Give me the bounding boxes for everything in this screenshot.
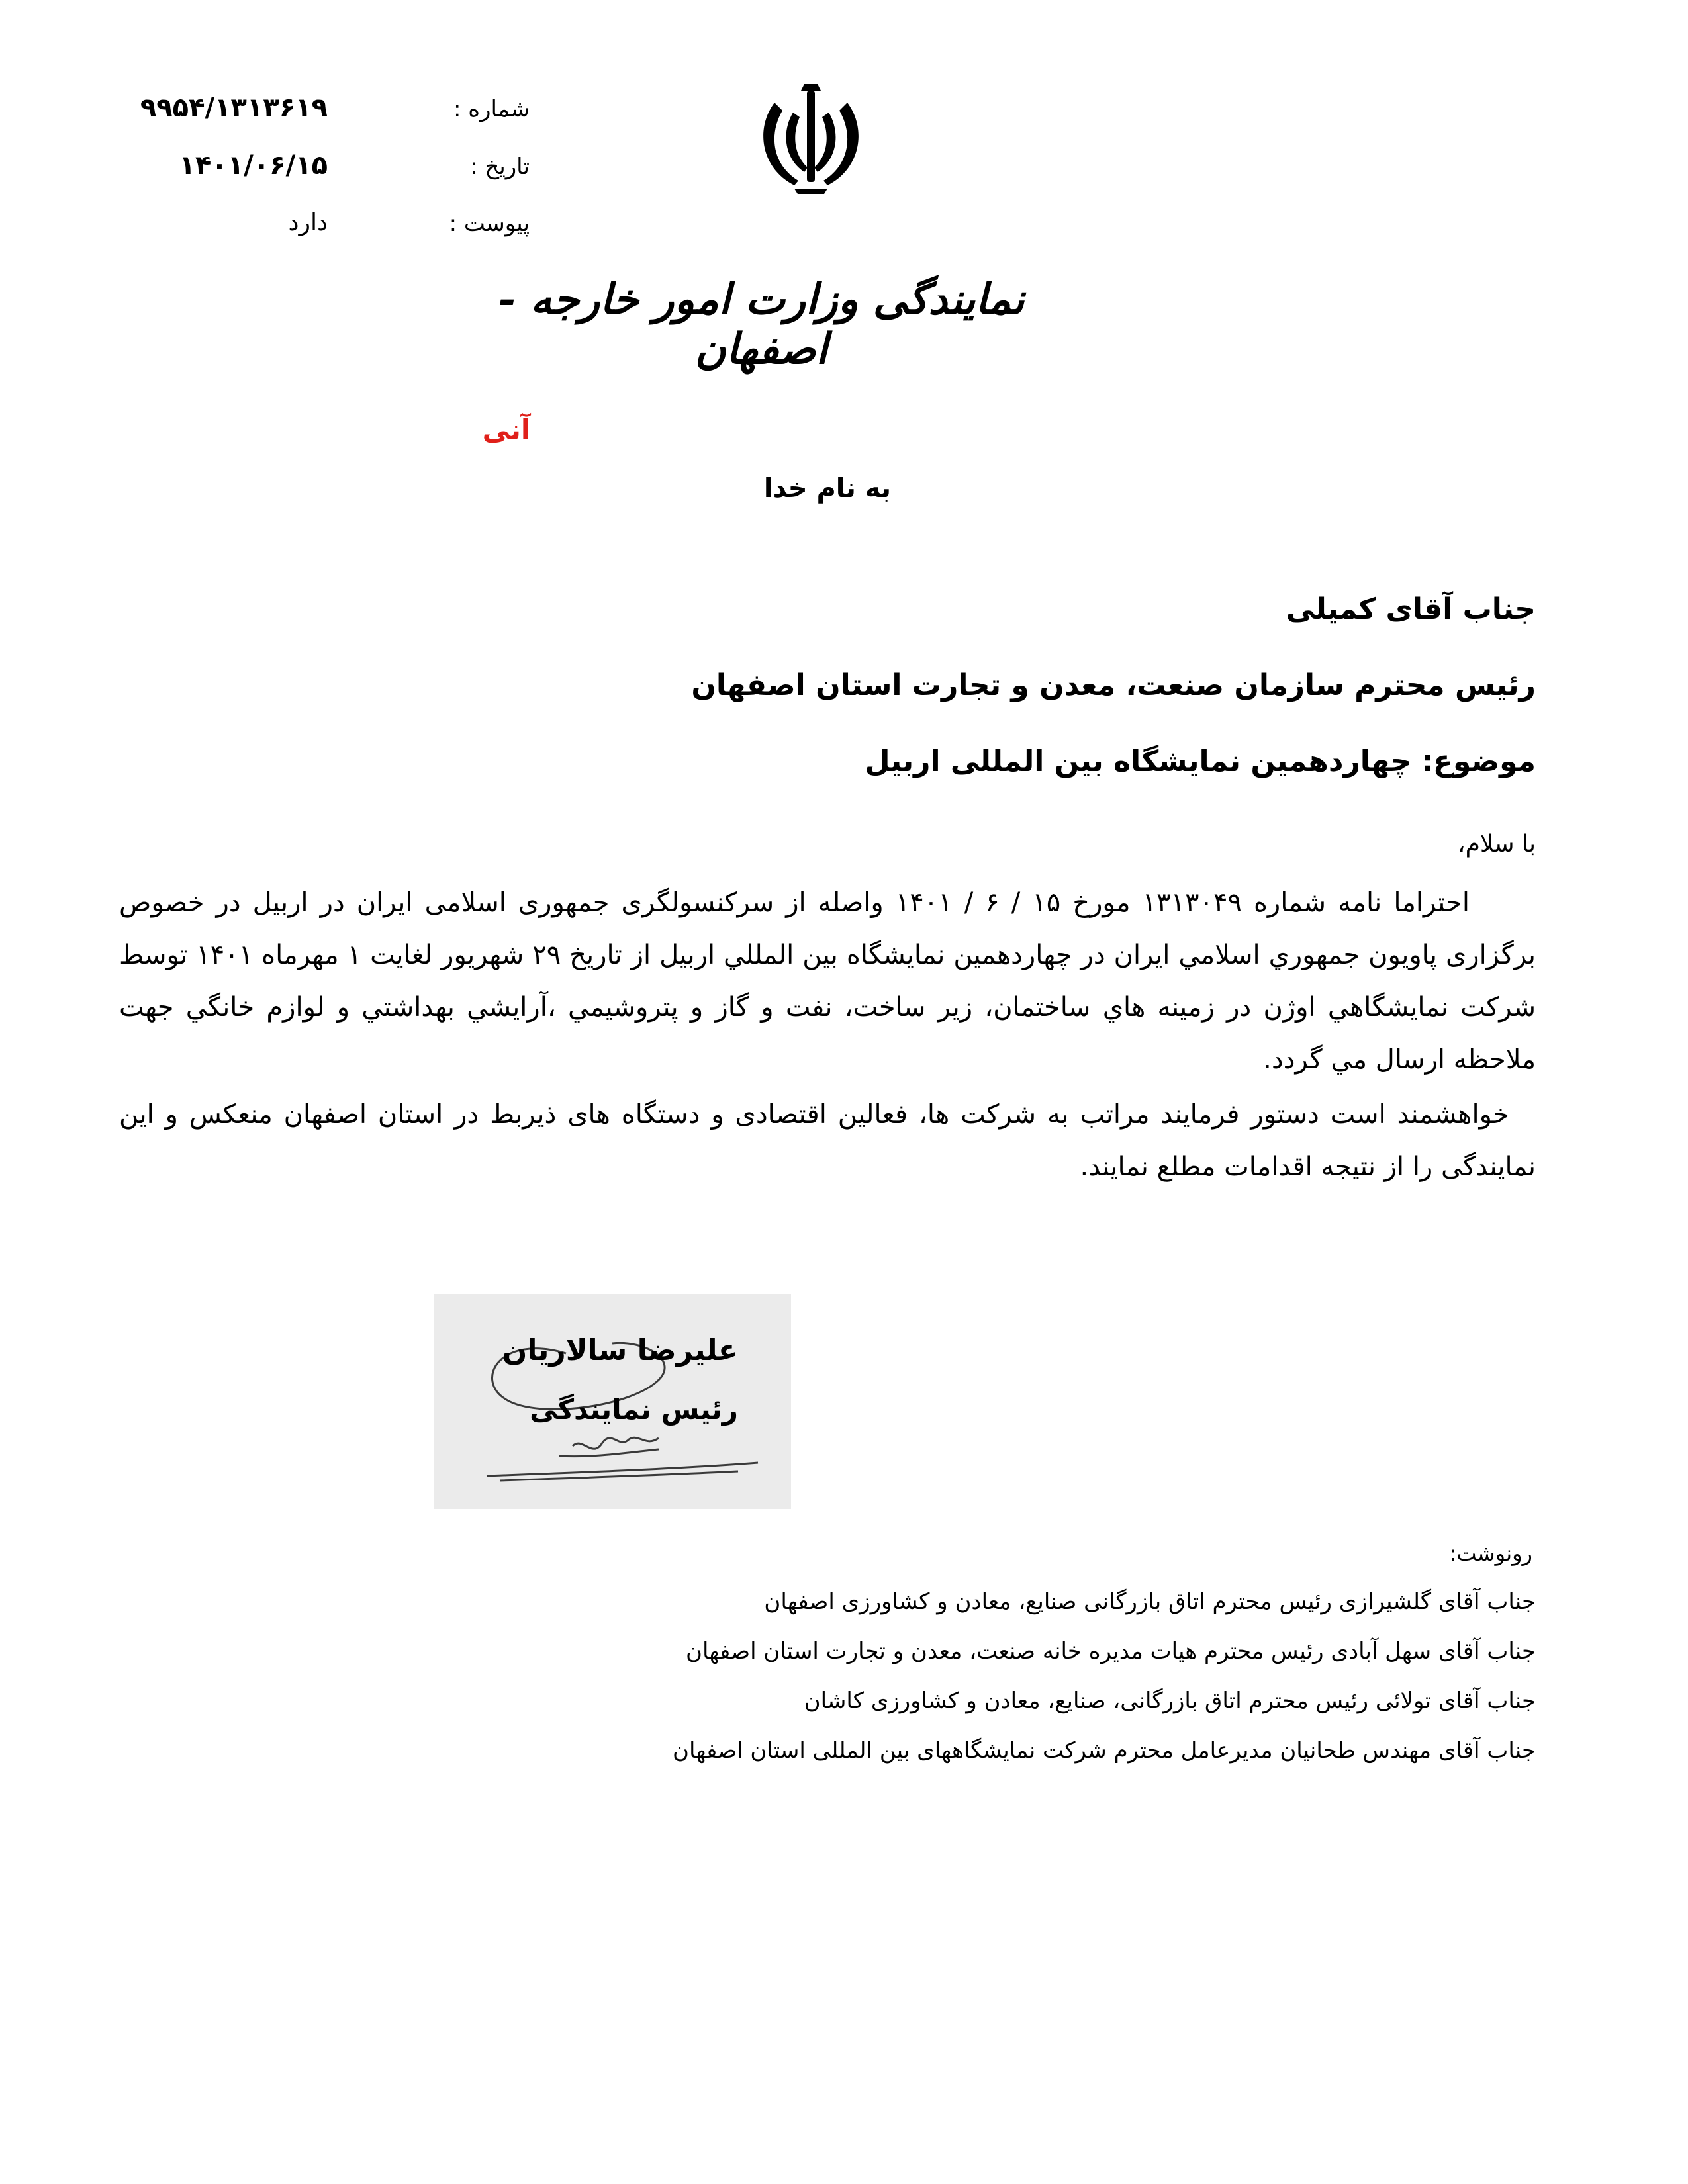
- cc-line: جناب آقای سهل آبادی رئیس محترم هیات مدیره خانه صنعت، معدن و تجارت استان اصفهان: [686, 1638, 1536, 1664]
- signature-block: [434, 1294, 791, 1509]
- letter-subject: موضوع: چهاردهمین نمایشگاه بین المللی اربیل: [865, 745, 1536, 778]
- date-label: تاریخ :: [470, 154, 530, 180]
- body-paragraph-1: احتراما نامه شماره ۱۳۱۳۰۴۹ مورخ ۱۵ / ۶ / ۱۴۰۱ واصله از سرکنسولگری جمهوری اسلامی ایران در اربیل در خصوص برگزاری پاويون جمهوري اسلامي ايران در چهاردهمین نمایشگاه بین المللي اربيل از تاریخ ۲۹ شهریور لغایت ۱ مهرماه ۱۴۰۱ توسط شرکت نمايشگاهي اوژن در زمينه هاي ساختمان، زير ساخت، نفت و گاز و پتروشيمي ،آرايشي بهداشتي و لوازم خانگي جهت ملاحظه ارسال مي گردد.: [119, 887, 1536, 1075]
- number-value: ۹۹۵۴/۱۳۱۳۶۱۹: [140, 93, 328, 123]
- opening-line: به نام خدا: [763, 473, 892, 504]
- cc-line: جناب آقای تولائی رئیس محترم اتاق بازرگانی، صنایع، معادن و کشاورزی کاشان: [804, 1688, 1536, 1714]
- ministry-title: نمایندگی وزارت امور خارجه - اصفهان: [498, 275, 1025, 374]
- iran-emblem-icon: [755, 76, 867, 195]
- signatory-title: رئیس نمایندگی: [530, 1393, 738, 1426]
- recipient-name: جناب آقای کمیلی: [1286, 592, 1536, 626]
- body-paragraph-2: خواهشمند است دستور فرمایند مراتب به شرکت ها، فعالین اقتصادی و دستگاه های ذیربط در استان اصفهان منعکس و این نمایندگی را از نتیجه اقدامات مطلع نمایند.: [119, 1099, 1536, 1182]
- signatory-name: علیرضا سالاریان: [502, 1334, 738, 1367]
- cc-line: جناب آقای مهندس طحانیان مدیرعامل محترم شرکت نمایشگاههای بین المللی استان اصفهان: [673, 1737, 1536, 1764]
- attachment-label: پیوست :: [449, 210, 530, 237]
- attachment-value: دارد: [288, 209, 328, 236]
- cc-heading: رونوشت:: [1449, 1541, 1532, 1566]
- recipient-title: رئیس محترم سازمان صنعت، معدن و تجارت استان اصفهان: [691, 668, 1536, 702]
- date-value: ۱۴۰۱/۰۶/۱۵: [179, 150, 328, 181]
- greeting: با سلام،: [1458, 831, 1536, 858]
- urgency-mark: آنی: [482, 414, 531, 446]
- number-label: شماره :: [453, 96, 530, 122]
- cc-line: جناب آقای گلشیرازی رئیس محترم اتاق بازرگانی صنایع، معادن و کشاورزی اصفهان: [764, 1588, 1536, 1615]
